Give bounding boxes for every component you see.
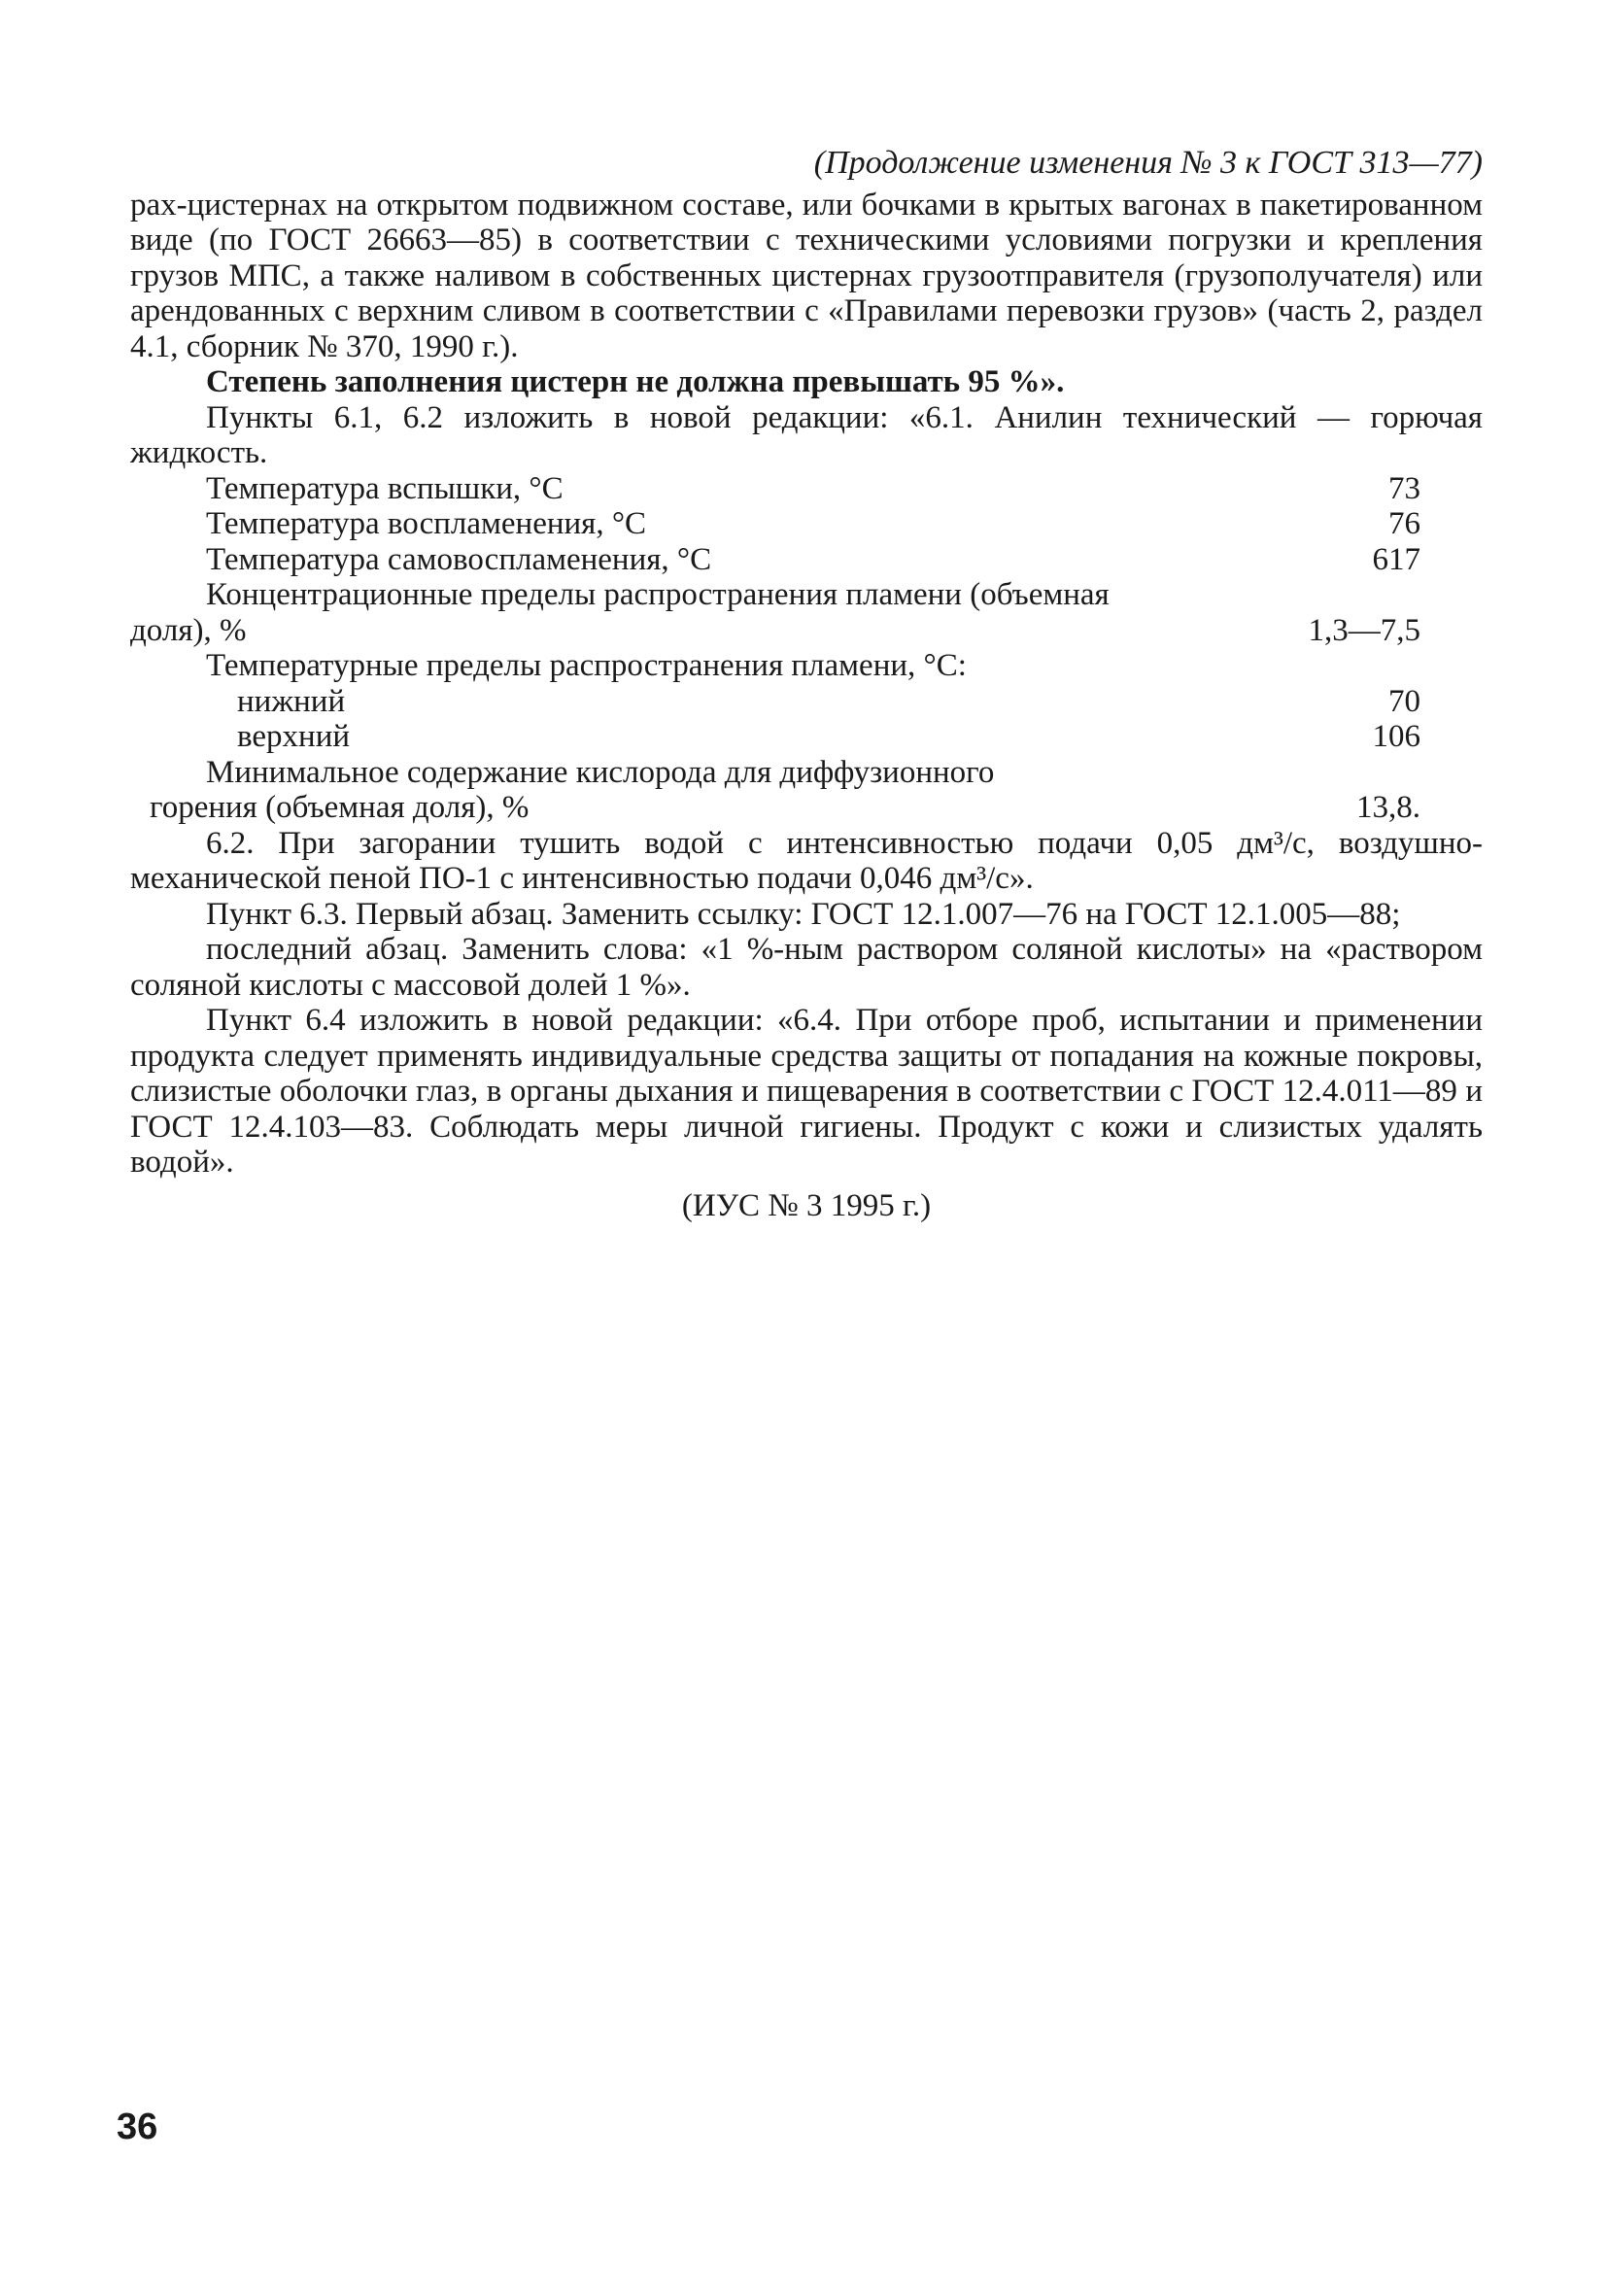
document-page [130,146,1483,1223]
property-row [130,542,1483,578]
property-label: Температура воспламенения, °С [206,506,647,541]
temperature-limit-value: 106 [1372,719,1420,754]
running-header: (Продолжение изменения № 3 к ГОСТ 313—77) [813,145,1483,181]
temperature-limit-value: 70 [1388,683,1420,719]
property-row [130,506,1483,542]
paragraph-6-3: Пункт 6.3. Первый абзац. Заменить ссылку: ГОСТ 12.1.007—76 на ГОСТ 12.1.005—88; [206,896,1401,932]
oxygen-row [130,790,1483,826]
paragraph-transport: рах-цистернах на открытом подвижном составе, или бочками в крытых вагонах в пакетированном виде (по ГОСТ 26663—85) в соответствии с техническими условиями погрузки и крепления грузов МПС, а также наливом в собственных цистернах грузоотправителя (грузополучателя) или арендованных с верхним сливом в соответствии с «Правилами перевозки грузов» (часть 2, раздел 4.1, сборник № 370, 1990 г.). [130,187,1483,364]
concentration-label-line2: доля), % [130,612,247,648]
property-label: Температура самовоспламенения, °С [206,541,712,577]
property-value: 73 [1388,470,1420,506]
property-label: Температура вспышки, °С [206,470,564,506]
temperature-limit-row [130,719,1483,755]
property-row [130,471,1483,507]
paragraph-last-abzac: последний абзац. Заменить слова: «1 %-ным раствором соляной кислоты» на «раствором соляной кислоты с массовой долей 1 %». [130,932,1483,1003]
oxygen-label-line2: горения (объемная доля), % [150,790,530,825]
property-value: 617 [1372,541,1420,577]
paragraph-6-2: 6.2. При загорании тушить водой с интенсивностью подачи 0,05 дм³/с, воздушно-механической пеной ПО-1 с интенсивностью подачи 0,046 дм³/с». [130,825,1483,896]
concentration-label-line1: Концентрационные пределы распространения пламени (объемная [206,577,1110,612]
paragraph-fill-degree: Степень заполнения цистерн не должна превышать 95 %». [206,364,1065,399]
temperature-limits-title: Температурные пределы распространения пламени, °С: [206,648,967,683]
page-number: 36 [117,2107,158,2147]
temperature-limit-label: верхний [237,719,351,754]
temperature-limit-row [130,684,1483,720]
concentration-value: 1,3—7,5 [1308,612,1420,648]
oxygen-value: 13,8. [1356,790,1420,825]
paragraph-6-4: Пункт 6.4 изложить в новой редакции: «6.4. При отборе проб, испытании и применении продукта следует применять индивидуальные средства защиты от попадания на кожные покровы, слизистые оболочки глаз, в органы дыхания и пищеварения в соответствии с ГОСТ 12.4.011—89 и ГОСТ 12.4.103—83. Соблюдать меры личной гигиены. Продукт с кожи и слизистых удалять водой». [130,1003,1483,1180]
oxygen-label-line1: Минимальное содержание кислорода для диффузионного [206,754,995,790]
temperature-limit-label: нижний [237,683,346,719]
concentration-row [130,613,1483,649]
source-reference: (ИУС № 3 1995 г.) [681,1187,932,1223]
property-value: 76 [1388,506,1420,541]
properties-list [130,471,1483,826]
paragraph-items-6-1-6-2: Пункты 6.1, 6.2 изложить в новой редакции: «6.1. Анилин технический — горючая жидкость. [130,399,1483,470]
